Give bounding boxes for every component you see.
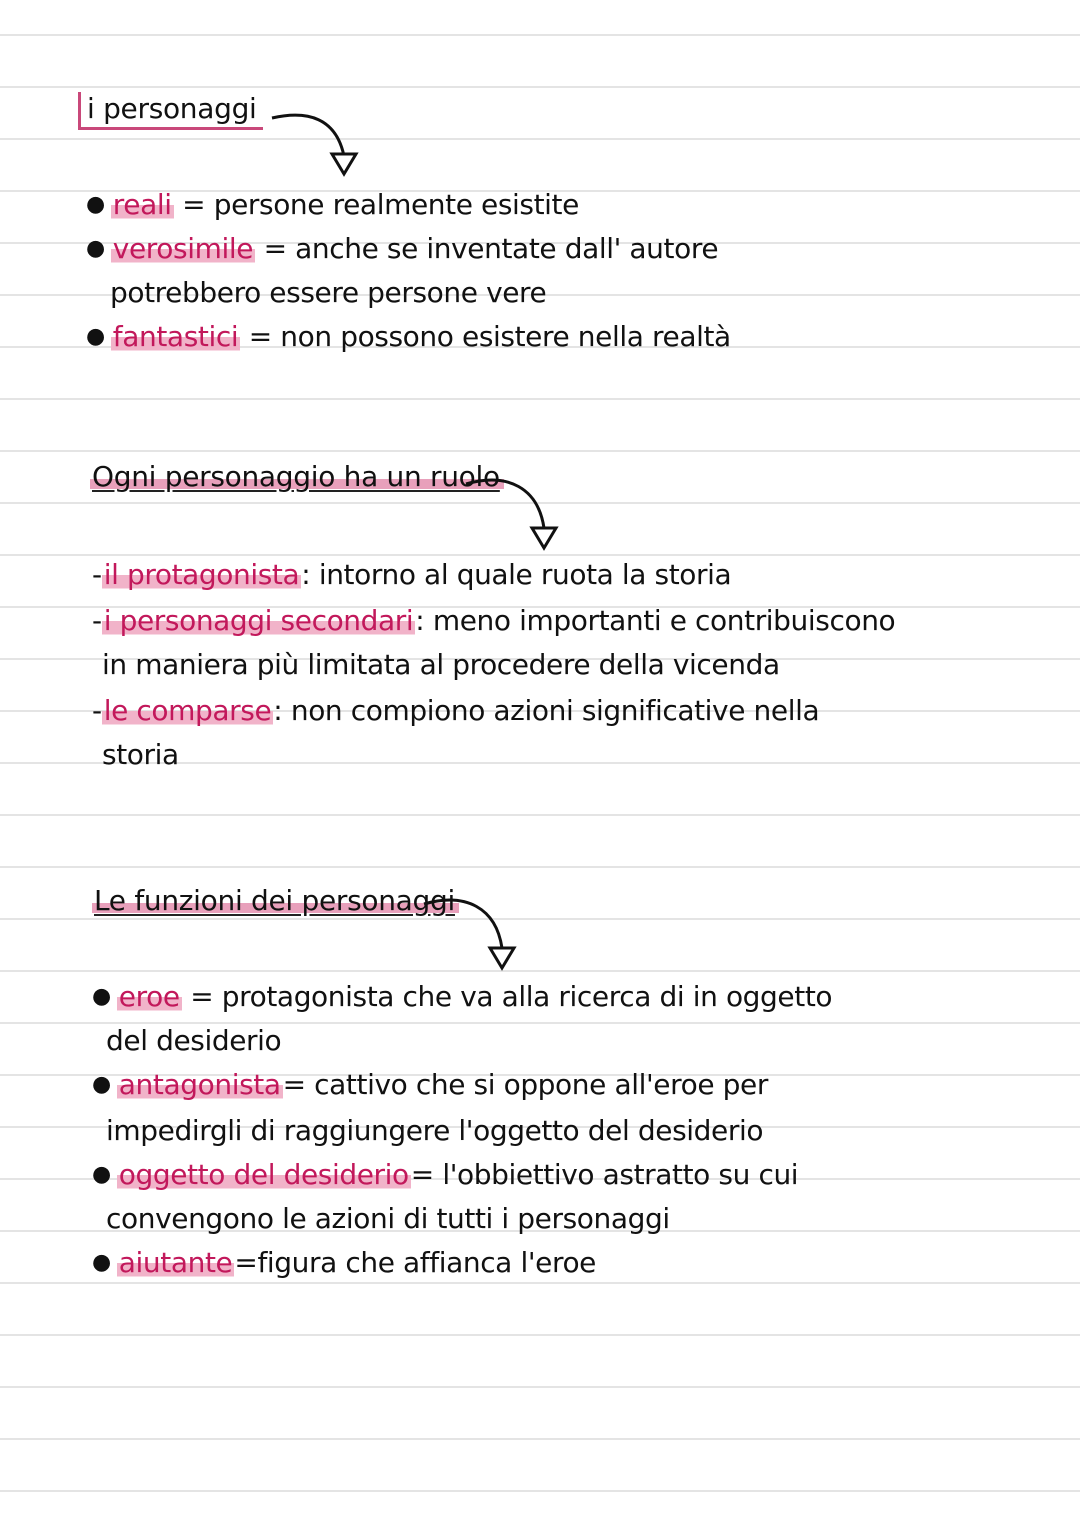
list-item-continuation: del desiderio: [106, 1024, 282, 1057]
list-item: -il protagonista: intorno al quale ruota la storia: [92, 558, 732, 591]
list-item-continuation: convengono le azioni di tutti i personaggi: [106, 1202, 670, 1235]
list-item-continuation: in maniera più limitata al procedere della vicenda: [102, 648, 780, 681]
list-item: ● eroe = protagonista che va alla ricerca di in oggetto: [92, 980, 833, 1013]
list-item: ● aiutante=figura che affianca l'eroe: [92, 1246, 596, 1279]
list-item: ● antagonista= cattivo che si oppone all'eroe per: [92, 1068, 768, 1101]
list-item-continuation: impedirgli di raggiungere l'oggetto del desiderio: [106, 1114, 764, 1147]
section-title: Ogni personaggio ha un ruolo: [90, 460, 504, 493]
section-title: Le funzioni dei personaggi: [92, 884, 459, 917]
list-item: -le comparse: non compiono azioni significative nella: [92, 694, 820, 727]
list-item: ● oggetto del desiderio= l'obbiettivo astratto su cui: [92, 1158, 799, 1191]
list-item-continuation: storia: [102, 738, 179, 771]
curved-arrow-icon: [268, 108, 368, 178]
section-title: i personaggi: [78, 92, 263, 130]
list-item: ● verosimile = anche se inventate dall' autore: [86, 232, 719, 265]
list-item: ● fantastici = non possono esistere nella realtà: [86, 320, 731, 353]
curved-arrow-icon: [462, 472, 562, 556]
list-item-continuation: potrebbero essere persone vere: [110, 276, 547, 309]
list-item: ● reali = persone realmente esistite: [86, 188, 579, 221]
list-item: -i personaggi secondari: meno importanti e contribuiscono: [92, 604, 896, 637]
curved-arrow-icon: [420, 892, 520, 976]
